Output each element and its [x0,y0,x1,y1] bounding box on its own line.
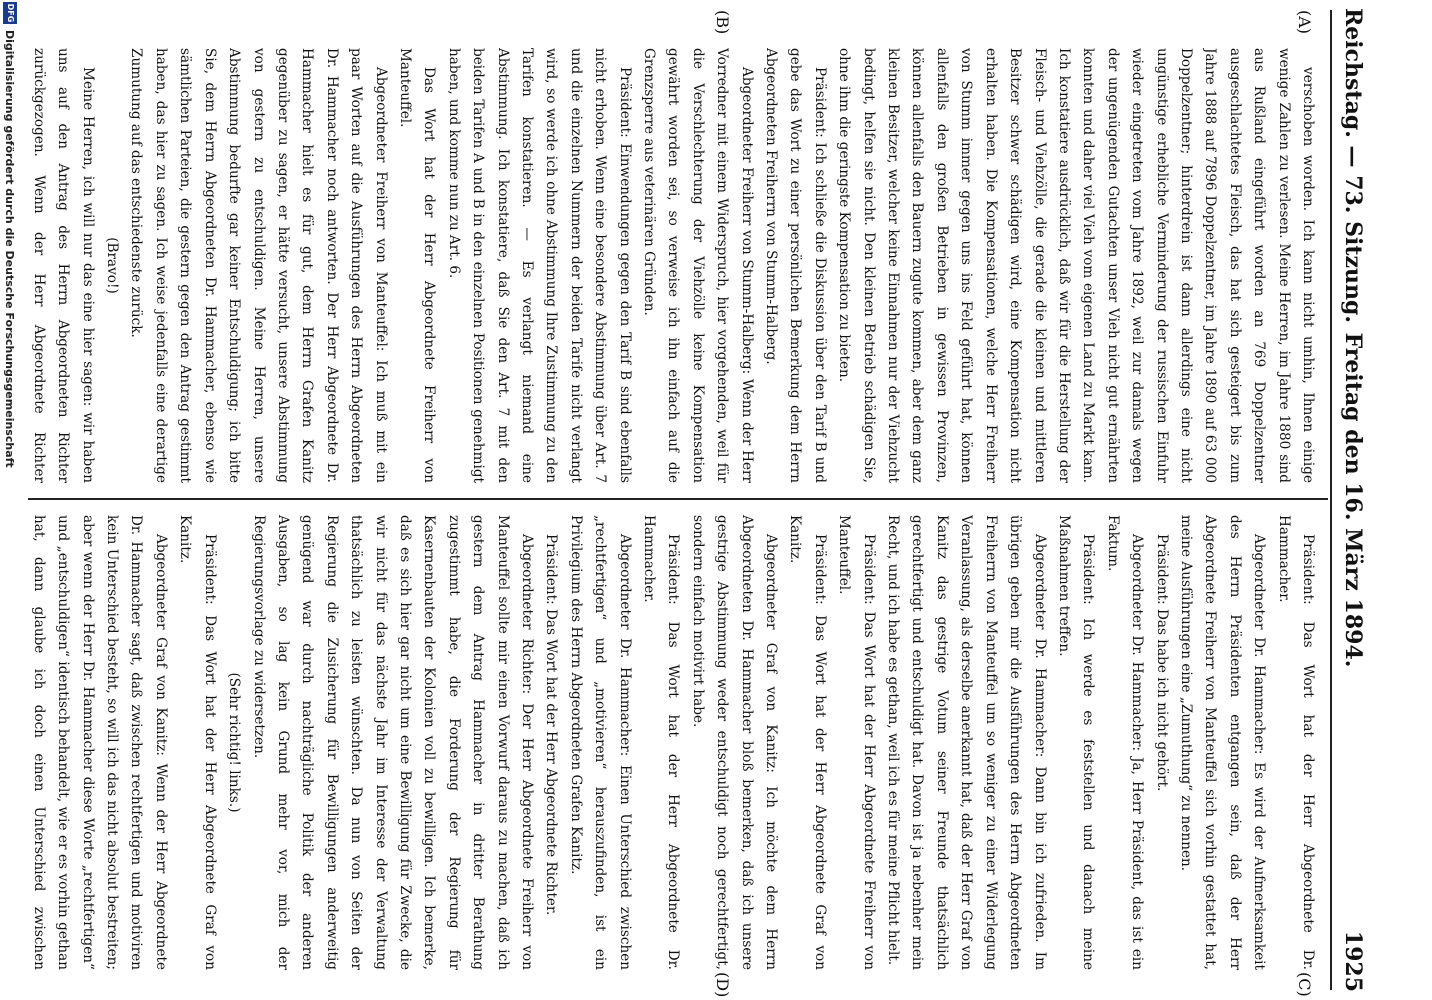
interjection: (Sehr richtig! links.) [226,672,243,813]
paragraph: Das Wort hat der Herr Abgeordnete Freiherr von Manteuffel. [396,48,438,483]
paragraph: Abgeordneter Dr. Hammacher: Dann bin ich zufrieden. Im übrigen geben mir die Ausführungen des Herrn Abgeordneten Freiherrn von Manteuffel um so weniger zu einer Widerlegung Veranlassung, als derselbe anerkannt hat, daß der Herr Graf von Kanitz das gestrige Votum seiner Freunde thatsächlich gerechtfertigt und entschuldigt hat. Davon ist ja nebenher mein Recht, und ich habe es gethan, weil ich es für meine Pflicht hielt. [885,515,1048,970]
session-date: Freitag den 16. März 1894. [1340,332,1366,668]
paragraph: Präsident: Einwendungen gegen den Tarif B sind ebenfalls nicht erhoben. Wenn eine besondere Abstimmung über Art. 7 und die einzelnen Nummern der beiden Tarife nicht verlangt wird, so werde ich ohne Abstimmung Ihre Zustimmung zu den Tarifen konstatieren. — Es verlangt niemand eine Abstimmung. Ich konstatiere, daß Sie den Art. 7 mit den beiden Tarifen A und B in den einzelnen Positionen genehmigt haben, und komme nun zu Art. 6. [445,48,633,483]
paragraph: verschoben worden. Ich kann nicht umhin, Ihnen einige wenige Zahlen zu verlesen. Meine Herren, im Jahre 1880 sind aus Rußland eingeführt worden an 769 Doppelzentner ausgeschlachtetes Fleisch, das hat sich gesteigert bis zum Jahre 1888 auf 7896 Doppelzentner, im Jahre 1890 auf 63 000 Doppelzentner; hinterdrein ist dann allerdings eine nicht ungünstige erhebliche Verminderung der russischen Einfuhr wieder eingetreten vom Jahre 1892, weil zur damals wegen der ungenügenden Gutachten unser Vieh nicht gut ernährten konnten und daher viel Vieh vom eigenen Land zu Markt kam. Ich konstatiere ausdrücklich, daß wir für die Herstellung der Fleisch- und Viehzölle, die gerade die kleinen und mittleren Besitzer schwer schädigen wird, eine Kompensation nicht erhalten haben. Die Kompensationen, welche Herr Freiherr von Stumm immer gegen uns ins Feld geführt hat, können allenfalls den großen Betrieben in gewissen Provinzen, können allenfalls den Bauern zugute kommen, aber dem ganz kleinen Besitzer, welcher keine Einnahmen nur der Viehzucht bedingt, helfen sie nicht. Den kleinen Betrieb schädigen Sie, ohne ihm die geringste Kompensation zu bieten. [836,48,1316,483]
paragraph: Abgeordneter Freiherr von Manteuffel: Ich muß mit ein paar Worten auf die Ausführungen des Herrn Abgeordneten Dr. Hammacher noch antworten. Der Herr Abgeordnete Dr. Hammacher hielt es für gut, dem Herrn Grafen Kanitz gegenüber zu sagen, er hätte versucht, unsere Abstimmung von gestern zu entschuldigen. Meine Herren, unsere Abstimmung bedurfte gar keiner Entschuldigung; ich bitte Sie, dem Herrn Abgeordneten Dr. Hammacher, ebenso wie sämtlichen Parteien, die gestern gegen den Antrag gestimmt haben, das hier zu sagen. Ich weise jedenfalls eine derartige Zumutung auf das entschiedenste zurück. [128,48,389,483]
paragraph: Abgeordneter Dr. Hammacher: Es wird der Aufmerksamkeit des Herrn Präsidenten entgangen sein, daß der Herr Abgeordnete Freiherr von Manteuffel sich vorhin gestattet hat, meine Ausführungen eine „Zumuthung“ zu nennen. [1177,515,1268,970]
paragraph: Präsident: Das Wort hat der Herr Abgeordnete Freiherr von Manteuffel. [836,515,877,970]
paragraph: Präsident: Das Wort hat der Herr Abgeordnete Dr. Hammacher. [1275,515,1316,970]
left-column [30,48,1320,483]
column-divider [28,498,1328,500]
paragraph: Präsident: Ich schließe die Diskussion über den Tarif B und gebe das Wort zu einer persönlichen Bemerkung dem Herrn Abgeordneten Freiherrn von Stumm-Halberg. [763,48,828,483]
page-header [1332,8,1372,992]
paragraph: Präsident: Ich werde es feststellen und danach meine Maßnahmen treffen. [1055,515,1097,970]
page-title: Reichstag. — 73. Sitzung. [1340,8,1366,324]
page-number: 1925 [1340,930,1366,992]
paragraph: Meine Herren, ich will nur das eine hier sagen: wir haben uns auf den Antrag des Herrn Abgeordneten Richter zurückgezogen. Wenn der Herr Abgeordnete Richter [30,48,96,483]
interjection: (Bravo!) [104,237,121,294]
margin-mark-b: (B) [713,10,732,35]
margin-mark-d: (D) [713,972,732,998]
paragraph: Präsident: Das Wort hat der Herr Abgeordnete Dr. Hammacher. [641,515,682,970]
paragraph: Abgeordneter Dr. Hammacher: Einen Unterschied zwischen „rechtfertigen“ und „motivieren“ herauszufinden, ist ein Privilegium des Herrn Abgeordneten Grafen Kanitz. [567,515,633,970]
paragraph: Abgeordneter Richter: Der Herr Abgeordnete Freiherr von Manteuffel sollte mir einen Vorwurf daraus zu machen, daß ich gestern dem Antrag Hammacher in dritter Berathung zugestimmt habe, die Forderung der Regierung für Kasernenbauten der Kolonien voll zu bewilligen. Ich bemerke, daß es sich hier gar nicht um eine Bewilligung für Zwecke, die wir nicht für das nächste Jahr im Interesse der Verwaltung thatsächlich zu leisten wünschten. Da nun von Seiten der Regierung die Zusicherung für Bewilligungen anderweitig genügend war durch nachträgliche Politik der anderen Ausgaben, so lag kein Grund mehr vor, mich der Regierungsvorlage zu widersetzen. [250,515,535,970]
paragraph: Präsident: Das Wort hat der Herr Abgeordnete Graf von Kanitz. [787,515,828,970]
margin-mark-a: (A) [1295,10,1314,35]
paragraph: Abgeordneter Graf von Kanitz: Wenn der Herr Abgeordnete Dr. Hammacher sagt, daß zwischen rechtfertigen und motiviren kein Unterschied besteht, so will ich das nicht absolut bestreiten; aber wenn der Herr Dr. Hammacher diese Worte „rechtfertigen“ und „entschuldigen“ identisch behandelt, wie er es vorhin gethan hat, dann glaube ich doch einen Unterschied zwischen [30,515,169,970]
digitization-footer [0,0,18,1000]
dfg-logo: DFG [3,2,17,24]
paragraph: Abgeordneter Dr. Hammacher: Ja, Herr Präsident, das ist ein Faktum. [1104,515,1146,970]
paragraph: Präsident: Das habe ich nicht gehört. [1153,534,1170,792]
paragraph: Abgeordneter Graf von Kanitz: Ich möchte dem Herrn Abgeordneten Dr. Hammacher bloß bemerken, daß ich unsere gestrige Abstimmung weder entschuldigt noch gerechtfertigt, sondern einfach motivirt habe. [689,515,780,970]
paragraph: Abgeordneter Freiherr von Stumm-Halberg: Wenn der Herr Vorredner mit einem Widerspruch, hier vorgehenden, weil für die Verschlechterung der Viehzölle keine Kompensation gewährt worden sei, so verweise ich ihn einfach auf die Grenzsperre aus veterinären Gründen. [641,48,755,483]
funding-notice: Digitalisierung gefördert durch die Deutsche Forschungsgemeinschaft [3,30,16,468]
paragraph: Präsident: Das Wort hat der Herr Abgeordnete Graf von Kanitz. [177,515,218,970]
margin-mark-c: (C) [1295,972,1314,997]
paragraph: Präsident: Das Wort hat der Herr Abgeordnete Richter. [543,534,560,916]
header-rule [1330,10,1332,990]
right-column [30,515,1320,970]
